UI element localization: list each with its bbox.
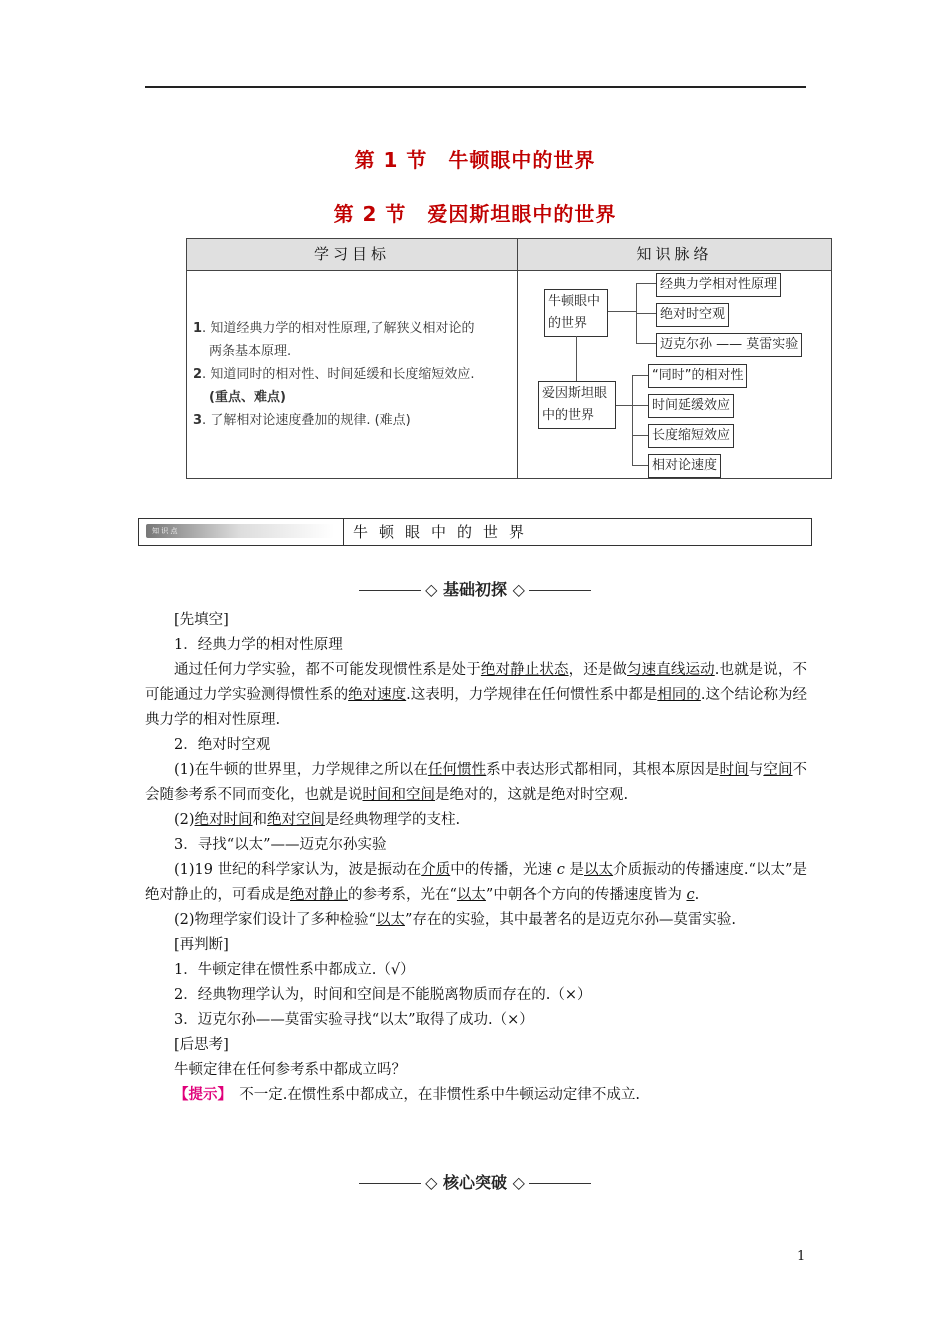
heading-1: 1．经典力学的相对性原理 <box>174 637 343 653</box>
objectives-table <box>186 238 832 479</box>
connector <box>636 313 656 314</box>
judge-item-2: 2．经典物理学认为，时间和空间是不能脱离物质而存在的.（×） <box>174 987 592 1003</box>
heading-2: 2．绝对时空观 <box>174 737 271 753</box>
goal-item: 3. 了解相对论速度叠加的规律. (难点) <box>193 413 411 428</box>
content-body <box>145 608 807 1108</box>
goal-item-cont: 两条基本原理. <box>209 344 292 359</box>
section-title-1: 第 1 节 牛顿眼中的世界 <box>354 148 596 172</box>
banner-divider <box>343 519 344 545</box>
fill-label: [先填空] <box>174 612 229 628</box>
col-header-goals: 学习目标 <box>187 239 517 271</box>
col-header-knowledge: 知识脉络 <box>518 239 831 271</box>
connector <box>632 375 633 465</box>
learning-goals <box>193 317 513 432</box>
think-question: 牛顿定律在任何参考系中都成立吗？ <box>174 1062 406 1078</box>
page-number: 1 <box>797 1249 806 1264</box>
diagram-node-michelson: 迈克尔孙 —— 莫雷实验 <box>656 333 802 357</box>
paragraph-4: (1)19 世纪的科学家认为，波是振动在介质中的传播，光速 c 是以太介质振动的传播速度.“以太”是绝对静止的，可看成是绝对静止的参考系，光在“以太”中朝各个方向的传播速度皆为 c. <box>145 862 808 903</box>
hint: 【提示】 不一定.在惯性系中都成立，在非惯性系中牛顿运动定律不成立. <box>174 1087 640 1103</box>
judge-item-3: 3．迈克尔孙——莫雷实验寻找“以太”取得了成功.（×） <box>174 1012 534 1028</box>
diagram-node-relativistic-velocity: 相对论速度 <box>648 454 721 478</box>
diagram-node-simultaneity: “同时”的相对性 <box>648 364 747 388</box>
connector <box>636 343 656 344</box>
goal-item: 2. 知道同时的相对性、时间延缓和长度缩短效应. <box>193 367 475 382</box>
judge-item-1: 1．牛顿定律在惯性系中都成立.（√） <box>174 962 415 978</box>
banner-title: 牛顿眼中的世界 <box>353 523 536 541</box>
goal-item: 1. 知道经典力学的相对性原理,了解狭义相对论的 <box>193 321 475 336</box>
connector <box>632 375 648 376</box>
connector <box>632 435 648 436</box>
connector <box>632 405 648 406</box>
hint-label: 【提示】 <box>174 1087 225 1103</box>
section-heading-core: ◇ 核心突破 ◇ <box>0 1170 950 1193</box>
header-rule <box>145 86 806 88</box>
knowledge-point-badge: 知 识 点 <box>146 524 334 538</box>
paragraph-1: 通过任何力学实验，都不可能发现惯性系是处于绝对静止状态，还是做匀速直线运动.也就是说，不可能通过力学实验测得惯性系的绝对速度.这表明，力学规律在任何惯性系中都是相同的.这个结论称为经典力学的相对性原理. <box>145 662 808 728</box>
judge-label: [再判断] <box>174 937 229 953</box>
diagram-node-classical-relativity: 经典力学相对性原理 <box>656 273 781 297</box>
diagram-node-time-dilation: 时间延缓效应 <box>648 394 734 418</box>
paragraph-2: (1)在牛顿的世界里，力学规律之所以在任何惯性系中表达形式都相同，其根本原因是时间与空间不会随参考系不同而变化，也就是说时间和空间是绝对的，这就是绝对时空观. <box>145 762 808 803</box>
think-label: [后思考] <box>174 1037 229 1053</box>
connector <box>632 465 648 466</box>
diagram-node-einstein: 爱因斯坦眼 中的世界 <box>538 381 616 429</box>
connector <box>576 336 577 381</box>
connector <box>608 311 636 312</box>
connector <box>616 405 632 406</box>
connector <box>636 283 656 284</box>
diagram-node-length-contraction: 长度缩短效应 <box>648 424 734 448</box>
knowledge-point-banner <box>138 518 812 546</box>
section-title-2: 第 2 节 爱因斯坦眼中的世界 <box>333 202 617 226</box>
diagram-node-newton: 牛顿眼中 的世界 <box>544 289 608 337</box>
paragraph-5: (2)物理学家们设计了多种检验“以太”存在的实验，其中最著名的是迈克尔孙—莫雷实验. <box>174 912 736 928</box>
section-heading-basics: ◇ 基础初探 ◇ <box>0 577 950 600</box>
goal-item-cont: (重点、难点) <box>209 390 286 405</box>
heading-3: 3．寻找“以太”——迈克尔孙实验 <box>174 837 387 853</box>
table-divider <box>517 239 518 478</box>
paragraph-3: (2)绝对时间和绝对空间是经典物理学的支柱. <box>174 812 461 828</box>
diagram-node-absolute-spacetime: 绝对时空观 <box>656 303 729 327</box>
